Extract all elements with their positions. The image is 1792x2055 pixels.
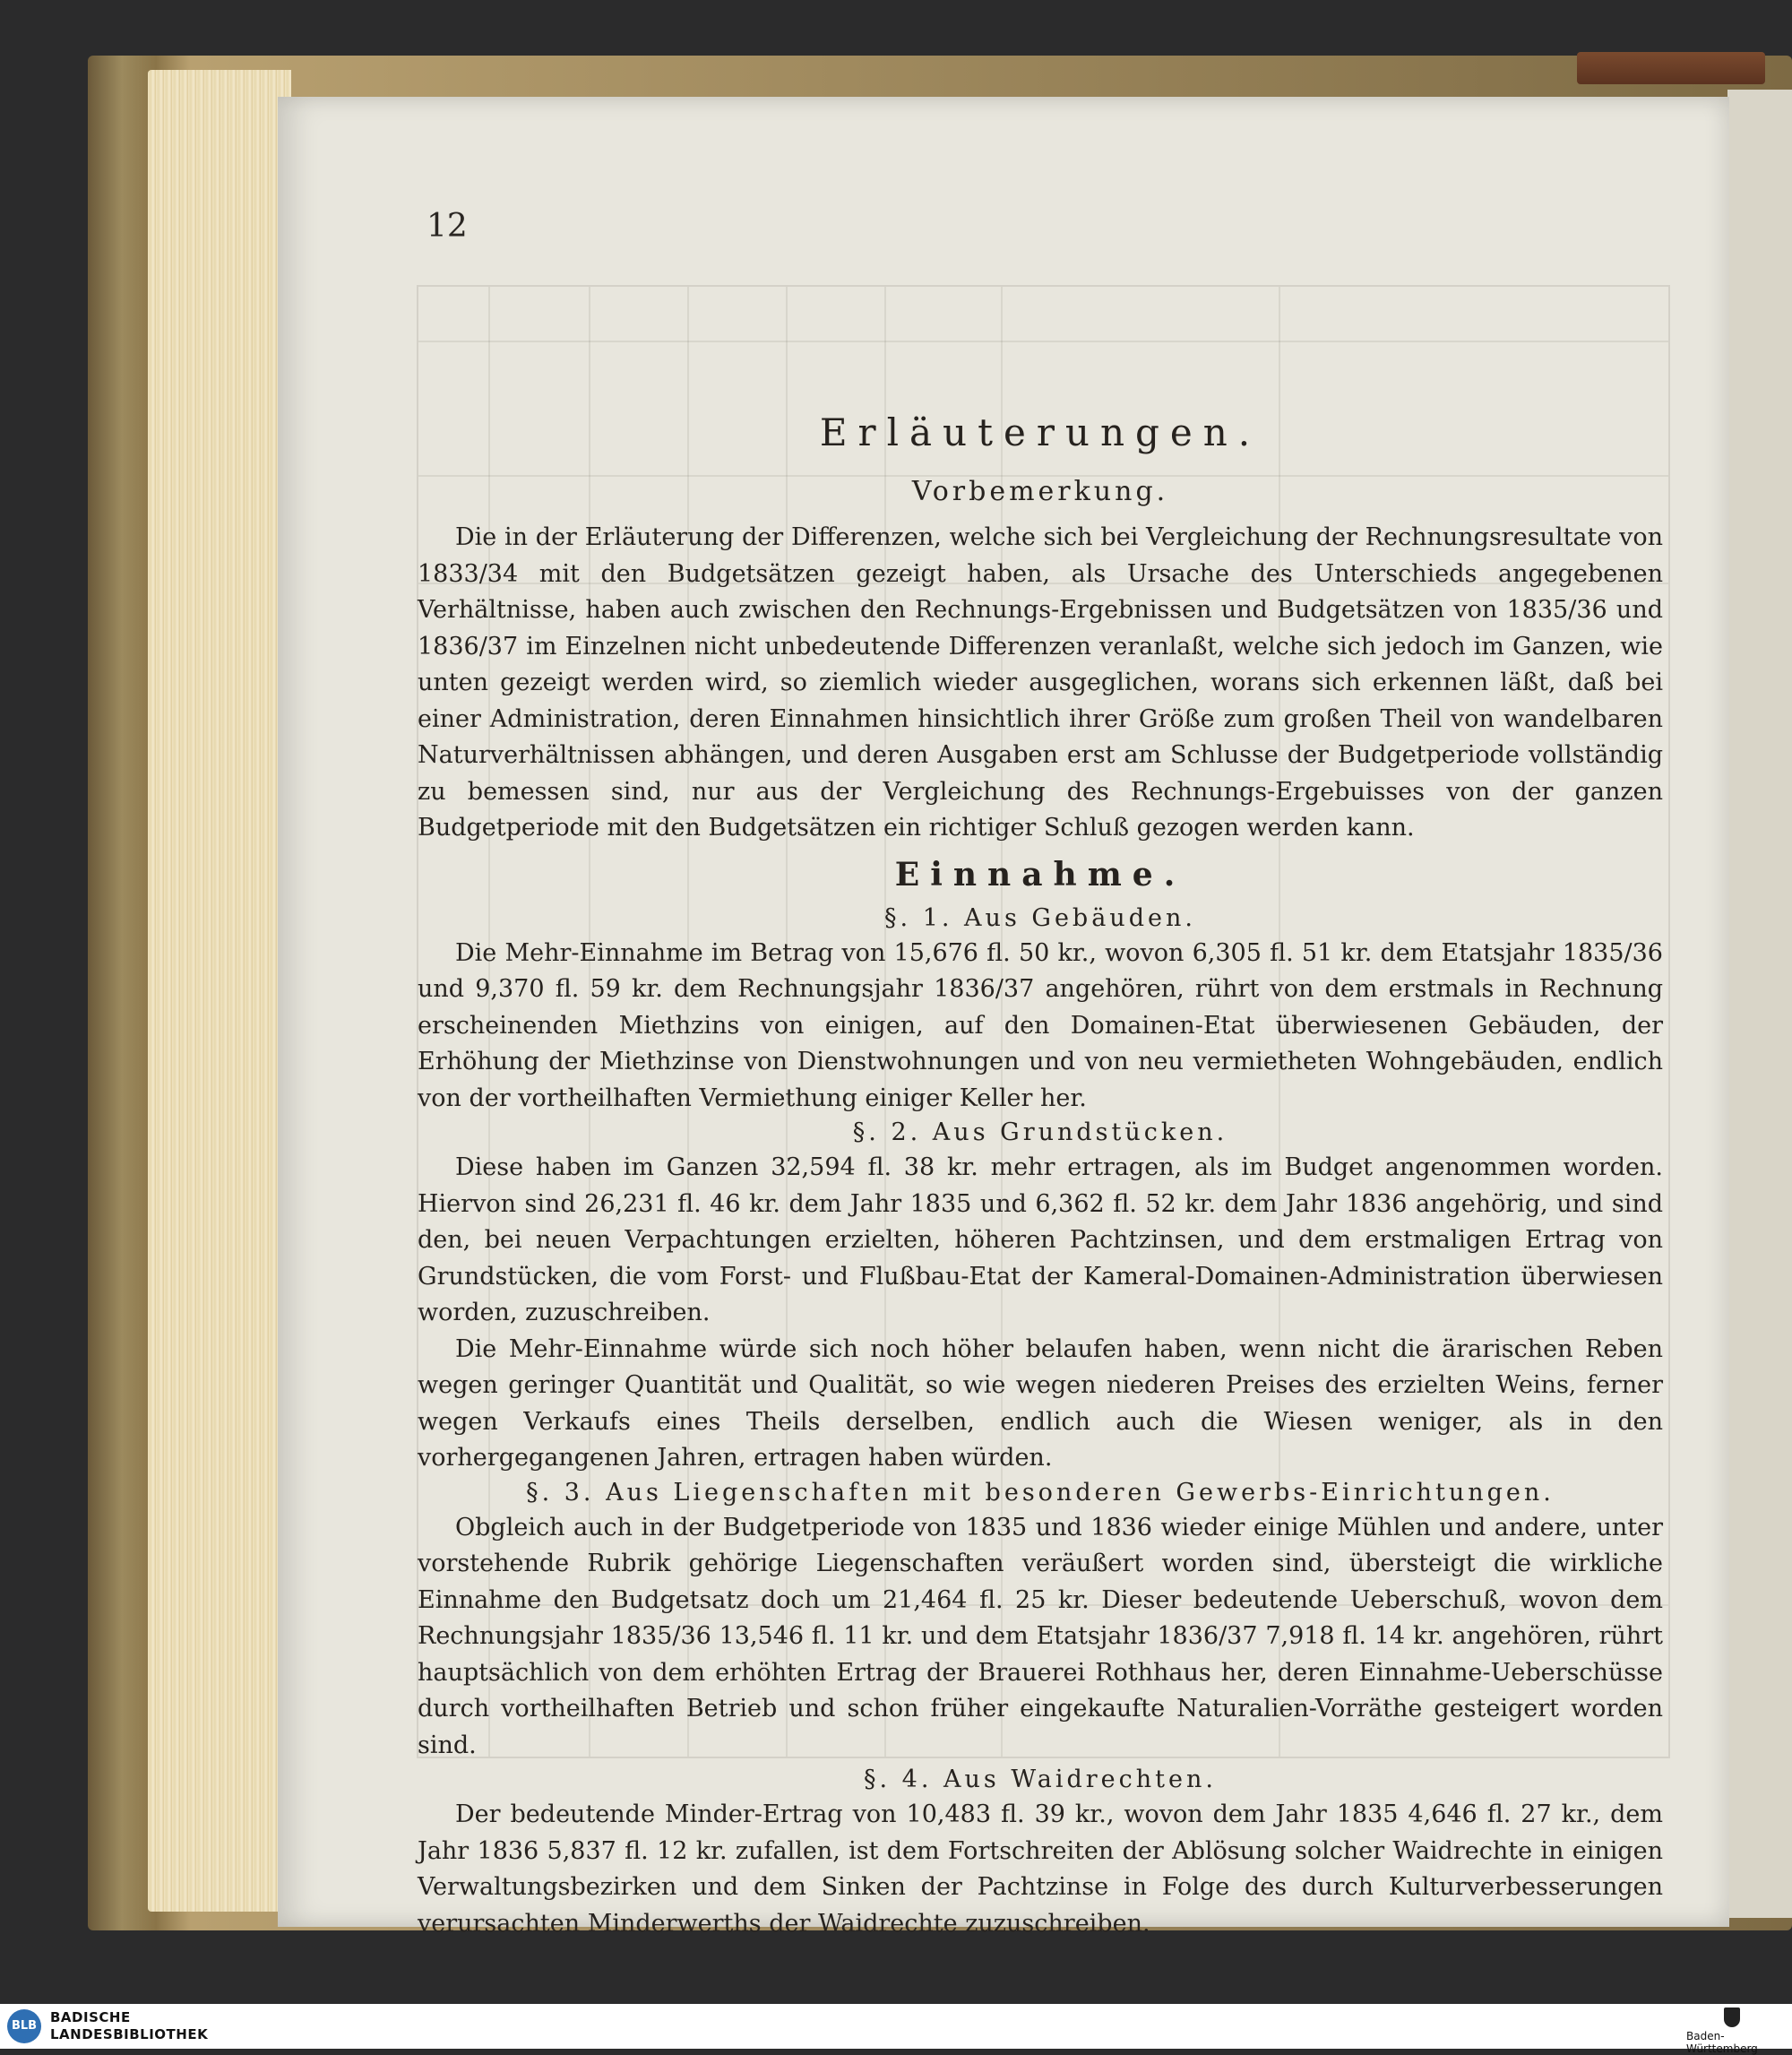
page-edges: [148, 70, 291, 1912]
cover-strap: [1577, 52, 1765, 84]
state-name: Baden-Württemberg: [1686, 2030, 1758, 2055]
library-name-line1: BADISCHE: [50, 2009, 131, 2025]
coat-of-arms-icon: [1724, 2008, 1740, 2027]
viewer-footer: [0, 2004, 1792, 2055]
blb-logo[interactable]: BLB: [7, 2009, 41, 2043]
preface-heading: Vorbemerkung.: [911, 476, 1169, 507]
section-paragraph: Der bedeutende Minder-Ertrag von 10,483 fl. 39 kr., wovon dem Jahr 1835 4,646 fl. 27 kr., dem Jahr 1836 5,837 fl. 12 kr. zufallen, ist dem Fortschreiten der Ablösung solcher Waidrechte in einigen Verwaltungsbezirken und dem Sinken der Pachtzinse in Folge des durch Kulturverbesserungen verursachten Minderwerths der Waidrechte zuzuschreiben.: [418, 1800, 1663, 1938]
library-name-line2: LANDESBIBLIOTHEK: [50, 2026, 209, 2042]
section-heading: §. 3. Aus Liegenschaften mit besonderen Gewerbs-Einrichtungen.: [526, 1478, 1555, 1507]
section-heading: §. 2. Aus Grundstücken.: [852, 1118, 1228, 1146]
section-heading: §. 4. Aus Waidrechten.: [864, 1766, 1217, 1793]
revenue-heading: Einnahme.: [894, 855, 1186, 894]
section-paragraph: Die Mehr-Einnahme im Betrag von 15,676 fl. 50 kr., wovon 6,305 fl. 51 kr. dem Etatsjahr 1835/36 und 9,370 fl. 59 kr. dem Rechnungsjahr 1836/37 angehören, rührt von dem erstmals in Rechnung erscheinenden Miethzins von einigen, auf den Domainen-Etat überwiesenen Gebäuden, der Erhöhung der Miethzinse von Dienstwohnungen und von neu vermietheten Wohngebäuden, endlich von der vortheilhaften Vermiethung einiger Keller her.: [418, 938, 1663, 1112]
page-content: [418, 410, 1663, 1942]
section-paragraph: Diese haben im Ganzen 32,594 fl. 38 kr. mehr ertragen, als im Budget angenommen worden. Hiervon sind 26,231 fl. 46 kr. dem Jahr 1835 und 6,362 fl. 52 kr. dem Jahr 1836 angehörig, und sind den, bei neuen Verpachtungen erzielten, höheren Pachtzinsen, und dem erstmaligen Ertrag von Grundstücken, die vom Forst- und Flußbau-Etat der Kameral-Domainen-Administration überwiesen worden, zuzuschreiben.: [418, 1153, 1663, 1326]
preface-paragraph: Die in der Erläuterung der Differenzen, welche sich bei Vergleichung der Rechnungsresultate von 1833/34 mit den Budgetsätzen gezeigt haben, als Ursache des Unterschieds angegebenen Verhältnisse, haben auch zwischen den Rechnungs-Ergebnissen und Budgetsätzen von 1835/36 und 1836/37 im Einzelnen nicht unbedeutende Differenzen veranlaßt, welche sich jedoch im Ganzen, wie unten gezeigt werden wird, so ziemlich wieder ausgeglichen, worans sich erkennen läßt, daß bei einer Administration, deren Einnahmen hinsichtlich ihrer Größe zum großen Theil von wandelbaren Naturverhältnissen abhängen, und deren Ausgaben erst am Schlusse der Budgetperiode vollständig zu bemessen sind, nur aus der Vergleichung des Rechnungs-Ergebuisses von der ganzen Budgetperiode mit den Budgetsätzen ein richtiger Schluß gezogen werden kann.: [418, 523, 1663, 842]
section-paragraph: Obgleich auch in der Budgetperiode von 1835 und 1836 wieder einige Mühlen und andere, unter vorstehende Rubrik gehörige Liegenschaften veräußert worden sind, übersteigt die wirkliche Einnahme den Budgetsatz doch um 21,464 fl. 25 kr. Dieser bedeutende Ueberschuß, wovon dem Rechnungsjahr 1835/36 13,546 fl. 11 kr. und dem Etatsjahr 1836/37 7,918 fl. 14 kr. angehören, rührt hauptsächlich von dem erhöhten Ertrag der Brauerei Rothhaus her, deren Einnahme-Ueberschüsse durch vortheilhaften Betrieb und schon früher eingekaufte Naturalien-Vorräthe gesteigert worden sind.: [418, 1513, 1663, 1759]
facing-page-edge: [1727, 90, 1792, 1918]
page-number: 12: [426, 208, 468, 245]
page-title: Erläuterungen.: [819, 410, 1262, 454]
section-heading: §. 1. Aus Gebäuden.: [884, 903, 1196, 932]
section-paragraph: Die Mehr-Einnahme würde sich noch höher belaufen haben, wenn nicht die ärarischen Reben wegen geringer Quantität und Qualität, so wie wegen niederen Preises des erzielten Weins, ferner wegen Verkaufs eines Theils derselben, endlich auch die Wiesen weniger, als in den vorhergegangenen Jahren, ertragen haben würden.: [418, 1334, 1663, 1472]
